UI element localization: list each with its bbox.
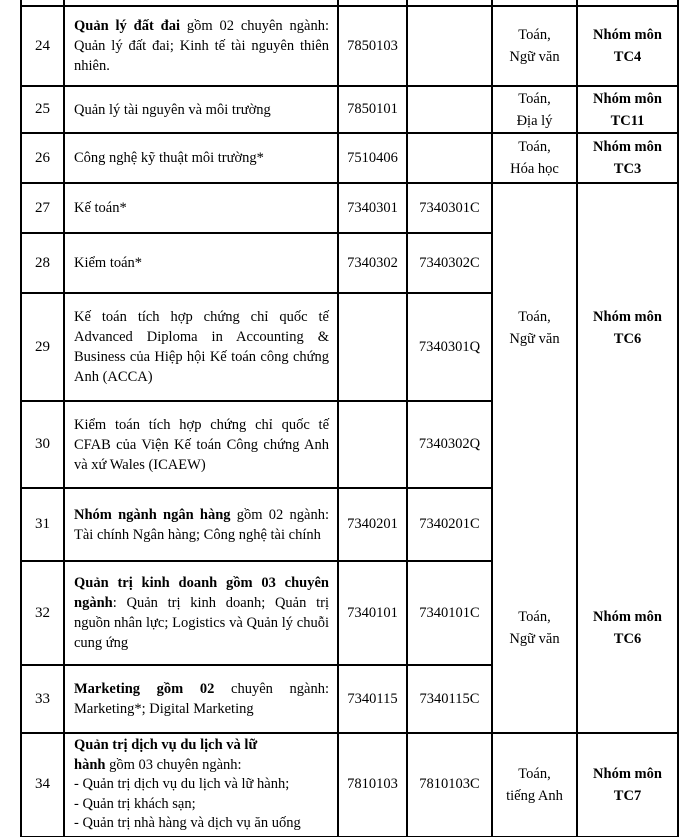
major-code-cell: 7340115 — [338, 665, 407, 733]
row-number-cell: 31 — [21, 488, 64, 561]
major-specialty-item: - Quản trị dịch vụ du lịch và lữ hành; — [74, 776, 290, 792]
subjects-cell — [492, 133, 577, 183]
group-line: TC3 — [613, 161, 642, 177]
major-name-cell — [64, 233, 338, 293]
major-code-cell: 7810103 — [338, 733, 407, 837]
table-row — [21, 488, 678, 561]
group-line: Nhóm môn — [593, 90, 662, 107]
subject-line: Ngữ văn — [509, 331, 560, 347]
program-code-cell: 7340115C — [407, 665, 492, 733]
table-row — [21, 133, 678, 183]
major-name-text: Quản lý tài nguyên và môi trường — [74, 101, 271, 118]
subjects-cell-merged — [492, 183, 577, 488]
major-name-text: Kiểm toán* — [74, 255, 143, 271]
row-number-cell: 32 — [21, 561, 64, 665]
major-name-bold: Quản trị kinh doanh gồm 03 chuyên ngành — [74, 575, 329, 611]
group-line: TC6 — [613, 631, 642, 647]
program-code-cell: 7340201C — [407, 488, 492, 561]
row-number-cell: 25 — [21, 86, 64, 133]
major-code-cell: 7340301 — [338, 183, 407, 233]
program-code-cell — [407, 133, 492, 183]
subject-line: Địa lý — [516, 112, 553, 129]
row-number-cell: 24 — [21, 6, 64, 86]
subject-line: Hóa học — [510, 161, 559, 177]
program-code-cell: 7340302Q — [407, 401, 492, 488]
major-name-bold: Quản trị dịch vụ du lịch và lữ — [74, 737, 258, 753]
row-number-cell: 33 — [21, 665, 64, 733]
major-code-cell: 7850103 — [338, 6, 407, 86]
major-name-bold: Nhóm ngành ngân hàng — [74, 506, 231, 523]
major-name-cell — [64, 133, 338, 183]
group-line: TC11 — [610, 112, 645, 129]
majors-table — [20, 0, 679, 837]
subject-line: Toán, — [518, 139, 551, 155]
group-line: TC7 — [613, 787, 642, 804]
major-name-text: chuyên ngành: Marketing*; Digital Marketing — [74, 681, 329, 717]
subject-line: Toán, — [518, 609, 551, 625]
major-name-text: gồm 03 chuyên ngành: — [105, 756, 242, 773]
program-code-cell — [407, 86, 492, 133]
major-name-bold: hành — [74, 756, 106, 773]
program-code-cell: 7340301C — [407, 183, 492, 233]
major-code-cell: 7340101 — [338, 561, 407, 665]
program-code-cell: 7810103C — [407, 733, 492, 837]
subjects-cell — [492, 6, 577, 86]
row-number-cell: 29 — [21, 293, 64, 401]
subject-line: Toán, — [518, 27, 551, 43]
major-name-cell — [64, 86, 338, 133]
subjects-cell — [492, 86, 577, 133]
group-line: TC4 — [613, 49, 642, 65]
subjects-cell — [492, 733, 577, 837]
subject-group-cell-merged — [577, 488, 678, 733]
major-name-cell — [64, 561, 338, 665]
major-name-text: : Quản trị kinh doanh; Quản trị nguồn nhân lực; Logistics và Quản lý chuỗi cung ứng — [74, 595, 329, 651]
major-code-cell: 7510406 — [338, 133, 407, 183]
subject-group-cell — [577, 6, 678, 86]
major-name-cell — [64, 293, 338, 401]
subject-line: Ngữ văn — [509, 49, 560, 65]
group-line: Nhóm môn — [593, 765, 662, 782]
major-code-cell — [338, 293, 407, 401]
major-name-cell — [64, 733, 338, 837]
group-line: Nhóm môn — [593, 609, 662, 625]
row-number-cell: 26 — [21, 133, 64, 183]
subject-line: Toán, — [518, 765, 551, 782]
program-code-cell: 7340301Q — [407, 293, 492, 401]
major-code-cell: 7340201 — [338, 488, 407, 561]
major-specialty-item: - Quản trị nhà hàng và dịch vụ ăn uống — [74, 815, 301, 831]
table-row — [21, 183, 678, 233]
subject-group-cell — [577, 86, 678, 133]
table-row — [21, 733, 678, 837]
group-line: Nhóm môn — [593, 309, 662, 325]
subject-line: Ngữ văn — [509, 631, 560, 647]
major-name-text: Kế toán tích hợp chứng chỉ quốc tế Advanced Diploma in Accounting & Business của Hiệp hội Kế toán công chứng Anh (ACCA) — [74, 309, 329, 385]
subject-line: Toán, — [518, 90, 551, 107]
row-number-cell: 27 — [21, 183, 64, 233]
major-name-bold: Marketing gồm 02 — [74, 681, 215, 697]
major-name-cell — [64, 665, 338, 733]
group-line: Nhóm môn — [593, 27, 662, 43]
program-code-cell: 7340302C — [407, 233, 492, 293]
row-number-cell: 28 — [21, 233, 64, 293]
subject-line: Toán, — [518, 309, 551, 325]
major-name-text: Kế toán* — [74, 200, 127, 216]
subject-line: tiếng Anh — [506, 787, 563, 804]
major-specialty-item: - Quản trị khách sạn; — [74, 795, 196, 812]
group-line: TC6 — [613, 331, 642, 347]
major-name-text: Công nghệ kỹ thuật môi trường* — [74, 150, 264, 166]
subjects-cell-merged — [492, 488, 577, 733]
major-code-cell — [338, 401, 407, 488]
table-row — [21, 86, 678, 133]
major-name-cell — [64, 401, 338, 488]
major-code-cell: 7340302 — [338, 233, 407, 293]
major-name-cell — [64, 488, 338, 561]
major-code-cell: 7850101 — [338, 86, 407, 133]
major-name-bold: Quản lý đất đai — [74, 18, 180, 34]
major-name-cell — [64, 183, 338, 233]
row-number-cell: 34 — [21, 733, 64, 837]
major-name-text: gồm 02 chuyên ngành: Quản lý đất đai; Kinh tế tài nguyên thiên nhiên. — [74, 18, 330, 74]
program-code-cell — [407, 6, 492, 86]
table-row — [21, 6, 678, 86]
row-number-cell: 30 — [21, 401, 64, 488]
major-name-text: gồm 02 ngành: Tài chính Ngân hàng; Công nghệ tài chính — [74, 506, 329, 543]
major-name-text: Kiểm toán tích hợp chứng chỉ quốc tế CFAB của Viện Kế toán Công chứng Anh và xứ Wales (ICAEW) — [74, 416, 329, 473]
subject-group-cell — [577, 133, 678, 183]
program-code-cell: 7340101C — [407, 561, 492, 665]
group-line: Nhóm môn — [593, 139, 662, 155]
subject-group-cell — [577, 733, 678, 837]
subject-group-cell-merged — [577, 183, 678, 488]
major-name-cell — [64, 6, 338, 86]
